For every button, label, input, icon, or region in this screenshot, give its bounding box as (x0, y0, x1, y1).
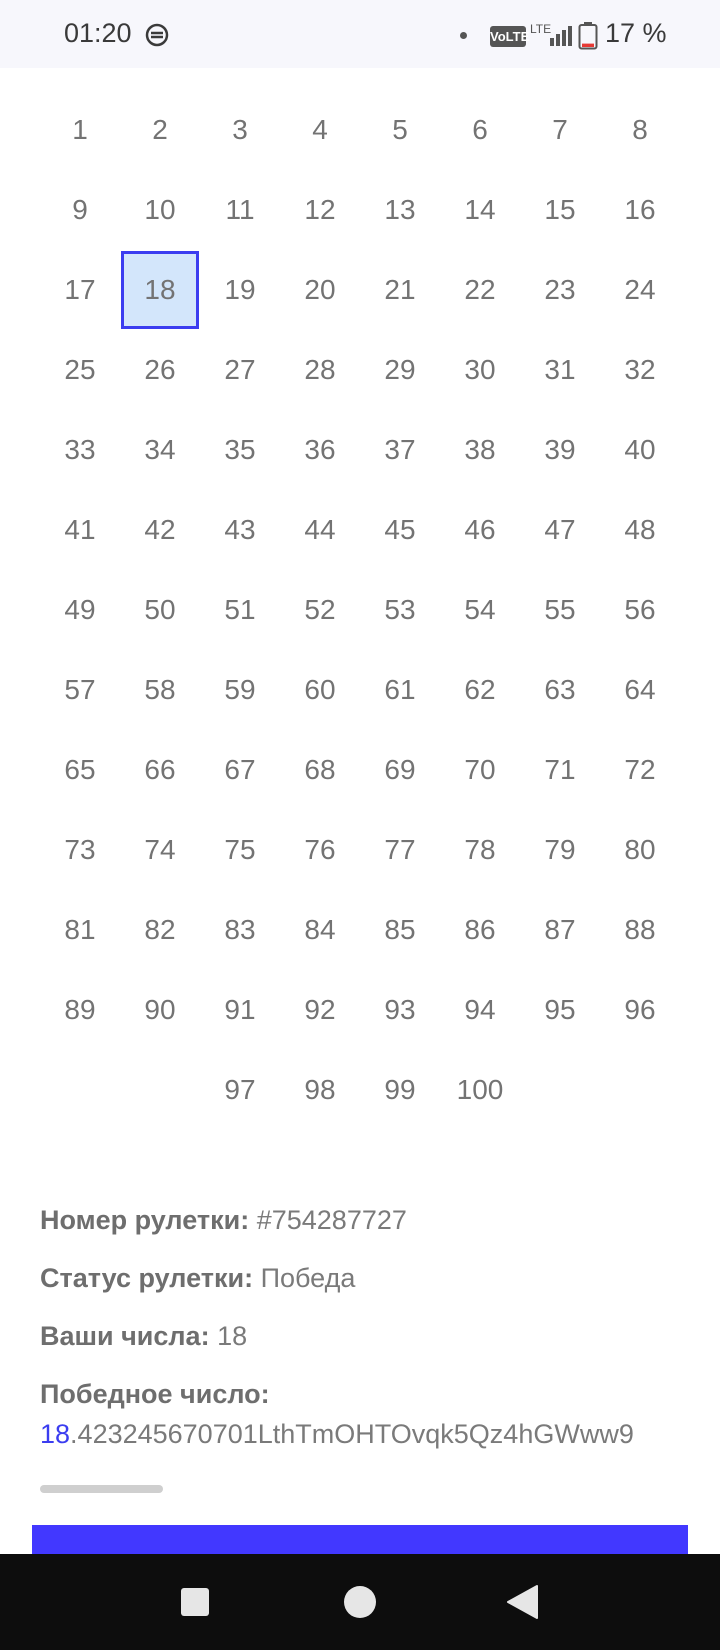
number-cell-61[interactable]: 61 (384, 674, 416, 705)
number-cell-81[interactable]: 81 (64, 914, 96, 945)
sync-icon (144, 22, 170, 48)
number-cell-23[interactable]: 23 (544, 274, 576, 305)
number-cell-50[interactable]: 50 (144, 594, 176, 625)
back-button[interactable] (494, 1576, 550, 1628)
number-cell-84[interactable]: 84 (304, 914, 336, 945)
number-cell-2[interactable]: 2 (152, 114, 168, 145)
number-cell-8[interactable]: 8 (632, 114, 648, 145)
number-cell-65[interactable]: 65 (64, 754, 96, 785)
your-numbers-row (40, 1321, 680, 1379)
winning-number-integer: 18 (40, 1419, 71, 1449)
number-cell-95[interactable]: 95 (544, 994, 576, 1025)
number-cell-49[interactable]: 49 (64, 594, 96, 625)
battery-percent: 17 % (605, 18, 667, 48)
number-cell-21[interactable]: 21 (384, 274, 416, 305)
number-cell-93[interactable]: 93 (384, 994, 416, 1025)
number-cell-90[interactable]: 90 (144, 994, 176, 1025)
number-cell-7[interactable]: 7 (552, 114, 568, 145)
number-cell-32[interactable]: 32 (624, 354, 656, 385)
winning-number-label: Победное число: (40, 1379, 270, 1409)
number-cell-24[interactable]: 24 (624, 274, 656, 305)
number-cell-3[interactable]: 3 (232, 114, 248, 145)
winning-number-fraction: .423245670701LthTmOHTOvqk5Qz4hGWww9 (70, 1419, 634, 1449)
winning-number-label-row (40, 1379, 680, 1419)
number-cell-52[interactable]: 52 (304, 594, 336, 625)
number-cell-40[interactable]: 40 (624, 434, 656, 465)
number-cell-28[interactable]: 28 (304, 354, 336, 385)
number-cell-45[interactable]: 45 (384, 514, 416, 545)
number-cell-87[interactable]: 87 (544, 914, 576, 945)
number-cell-62[interactable]: 62 (464, 674, 496, 705)
number-cell-60[interactable]: 60 (304, 674, 336, 705)
number-cell-39[interactable]: 39 (544, 434, 576, 465)
number-cell-41[interactable]: 41 (64, 514, 96, 545)
roulette-status-label: Статус рулетки: (40, 1263, 254, 1293)
number-cell-27[interactable]: 27 (224, 354, 256, 385)
number-cell-86[interactable]: 86 (464, 914, 496, 945)
battery-icon (578, 22, 598, 50)
number-cell-85[interactable]: 85 (384, 914, 416, 945)
number-cell-68[interactable]: 68 (304, 754, 336, 785)
number-cell-38[interactable]: 38 (464, 434, 496, 465)
number-cell-26[interactable]: 26 (144, 354, 176, 385)
number-cell-1[interactable]: 1 (72, 114, 88, 145)
number-cell-13[interactable]: 13 (384, 194, 416, 225)
number-cell-96[interactable]: 96 (624, 994, 656, 1025)
number-cell-25[interactable]: 25 (64, 354, 96, 385)
number-cell-91[interactable]: 91 (224, 994, 256, 1025)
number-cell-53[interactable]: 53 (384, 594, 416, 625)
number-cell-78[interactable]: 78 (464, 834, 496, 865)
number-cell-94[interactable]: 94 (464, 994, 496, 1025)
number-cell-30[interactable]: 30 (464, 354, 496, 385)
number-cell-48[interactable]: 48 (624, 514, 656, 545)
number-cell-63[interactable]: 63 (544, 674, 576, 705)
horizontal-scrollbar[interactable] (40, 1485, 163, 1493)
number-cell-6[interactable]: 6 (472, 114, 488, 145)
square-icon (180, 1587, 210, 1617)
number-cell-20[interactable]: 20 (304, 274, 336, 305)
number-cell-43[interactable]: 43 (224, 514, 256, 545)
volte-badge: VoLTE (490, 26, 526, 47)
number-cell-67[interactable]: 67 (224, 754, 256, 785)
number-cell-92[interactable]: 92 (304, 994, 336, 1025)
number-cell-99[interactable]: 99 (384, 1074, 416, 1105)
circle-icon (343, 1585, 377, 1619)
number-cell-73[interactable]: 73 (64, 834, 96, 865)
notification-dot-icon (460, 32, 467, 39)
number-cell-83[interactable]: 83 (224, 914, 256, 945)
number-cell-72[interactable]: 72 (624, 754, 656, 785)
number-cell-71[interactable]: 71 (544, 754, 576, 785)
number-cell-82[interactable]: 82 (144, 914, 176, 945)
number-cell-5[interactable]: 5 (392, 114, 408, 145)
winning-number-scroll[interactable] (40, 1419, 680, 1461)
number-cell-70[interactable]: 70 (464, 754, 496, 785)
roulette-status-value: Победа (260, 1263, 356, 1293)
number-cell-33[interactable]: 33 (64, 434, 96, 465)
status-bar (0, 0, 720, 68)
number-cell-56[interactable]: 56 (624, 594, 656, 625)
number-cell-59[interactable]: 59 (224, 674, 256, 705)
number-cell-18[interactable]: 18 (121, 251, 199, 329)
number-cell-76[interactable]: 76 (304, 834, 336, 865)
number-cell-16[interactable]: 16 (624, 194, 656, 225)
number-cell-51[interactable]: 51 (224, 594, 256, 625)
number-cell-4[interactable]: 4 (312, 114, 328, 145)
number-cell-54[interactable]: 54 (464, 594, 496, 625)
number-cell-58[interactable]: 58 (144, 674, 176, 705)
number-cell-66[interactable]: 66 (144, 754, 176, 785)
home-button[interactable] (332, 1576, 388, 1628)
number-cell-37[interactable]: 37 (384, 434, 416, 465)
lte-label: LTE (530, 22, 552, 36)
number-cell-17[interactable]: 17 (64, 274, 96, 305)
navigation-bar (0, 1554, 720, 1650)
number-cell-19[interactable]: 19 (224, 274, 256, 305)
number-cell-100[interactable]: 100 (456, 1074, 504, 1105)
back-triangle-icon (505, 1584, 539, 1620)
number-cell-31[interactable]: 31 (544, 354, 576, 385)
roulette-number-row (40, 1205, 680, 1263)
number-cell-46[interactable]: 46 (464, 514, 496, 545)
number-cell-10[interactable]: 10 (144, 194, 176, 225)
number-cell-75[interactable]: 75 (224, 834, 256, 865)
your-numbers-label: Ваши числа: (40, 1321, 210, 1351)
number-cell-11[interactable]: 11 (225, 194, 255, 225)
number-cell-88[interactable]: 88 (624, 914, 656, 945)
roulette-number-label: Номер рулетки: (40, 1205, 250, 1235)
number-cell-12[interactable]: 12 (304, 194, 336, 225)
number-cell-79[interactable]: 79 (544, 834, 576, 865)
number-cell-55[interactable]: 55 (544, 594, 576, 625)
number-cell-22[interactable]: 22 (464, 274, 496, 305)
number-grid (40, 90, 680, 1130)
recent-apps-button[interactable] (167, 1576, 223, 1628)
roulette-number-value: #754287727 (256, 1205, 407, 1235)
number-cell-89[interactable]: 89 (64, 994, 96, 1025)
number-cell-64[interactable]: 64 (624, 674, 656, 705)
roulette-status-row (40, 1263, 680, 1321)
roulette-info (40, 1205, 680, 1461)
number-cell-80[interactable]: 80 (624, 834, 656, 865)
number-cell-42[interactable]: 42 (144, 514, 176, 545)
number-cell-9[interactable]: 9 (72, 194, 88, 225)
number-cell-77[interactable]: 77 (384, 834, 416, 865)
number-cell-14[interactable]: 14 (464, 194, 496, 225)
number-cell-29[interactable]: 29 (384, 354, 416, 385)
number-cell-47[interactable]: 47 (544, 514, 576, 545)
number-cell-15[interactable]: 15 (544, 194, 576, 225)
number-cell-57[interactable]: 57 (64, 674, 96, 705)
number-cell-44[interactable]: 44 (304, 514, 336, 545)
number-cell-74[interactable]: 74 (144, 834, 176, 865)
number-cell-36[interactable]: 36 (304, 434, 336, 465)
status-time: 01:20 (64, 18, 132, 48)
signal-icon (548, 24, 574, 46)
number-cell-69[interactable]: 69 (384, 754, 416, 785)
number-cell-97[interactable]: 97 (224, 1074, 256, 1105)
number-cell-98[interactable]: 98 (304, 1074, 336, 1105)
number-cell-35[interactable]: 35 (224, 434, 256, 465)
number-cell-34[interactable]: 34 (144, 434, 176, 465)
your-numbers-value: 18 (217, 1321, 248, 1351)
